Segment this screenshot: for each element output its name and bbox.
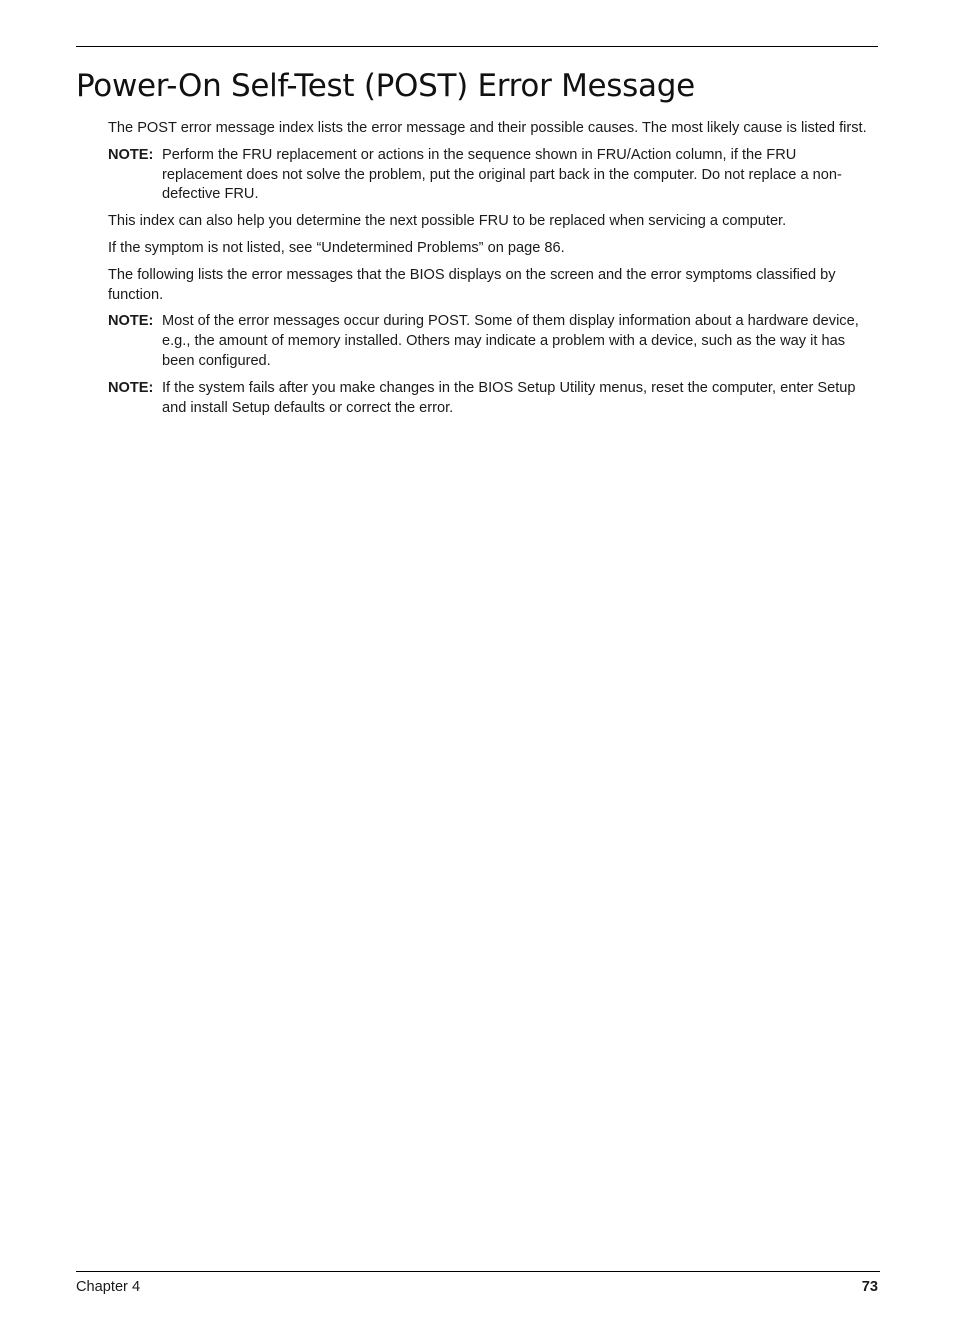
header-rule bbox=[76, 46, 878, 47]
body-content bbox=[108, 119, 878, 425]
note-fru-sequence bbox=[108, 146, 878, 205]
symptom-reference-paragraph: If the symptom is not listed, see “Undetermined Problems” on page 86. bbox=[108, 239, 565, 256]
note-post-messages bbox=[108, 312, 878, 371]
index-help-paragraph: This index can also help you determine the next possible FRU to be replaced when servicing a computer. bbox=[108, 213, 787, 230]
footer-chapter: Chapter 4 bbox=[76, 1279, 141, 1295]
footer-rule bbox=[76, 1271, 880, 1272]
note-text: If the system fails after you make changes in the BIOS Setup Utility menus, reset the computer, enter Setup and install Setup defaults or correct the error. bbox=[162, 379, 856, 416]
note-label: NOTE: bbox=[108, 146, 154, 163]
bios-messages-paragraph: The following lists the error messages that the BIOS displays on the screen and the error symptoms classified by function. bbox=[108, 266, 836, 303]
footer-page-number: 73 bbox=[861, 1279, 878, 1295]
intro-paragraph: The POST error message index lists the error message and their possible causes. The most likely cause is listed first. bbox=[108, 120, 867, 136]
page-title: Power-On Self-Test (POST) Error Message bbox=[76, 68, 695, 104]
note-label: NOTE: bbox=[108, 313, 154, 330]
note-text: Perform the FRU replacement or actions in the sequence shown in FRU/Action column, if the FRU replacement does not solve the problem, put the original part back in the computer. Do not replace a non-defective FRU. bbox=[162, 146, 842, 203]
note-text: Most of the error messages occur during POST. Some of them display information about a hardware device, e.g., the amount of memory installed. Others may indicate a problem with a device, such as the way it has been configured. bbox=[162, 313, 859, 369]
note-bios-setup bbox=[108, 379, 878, 419]
note-label: NOTE: bbox=[108, 379, 154, 396]
